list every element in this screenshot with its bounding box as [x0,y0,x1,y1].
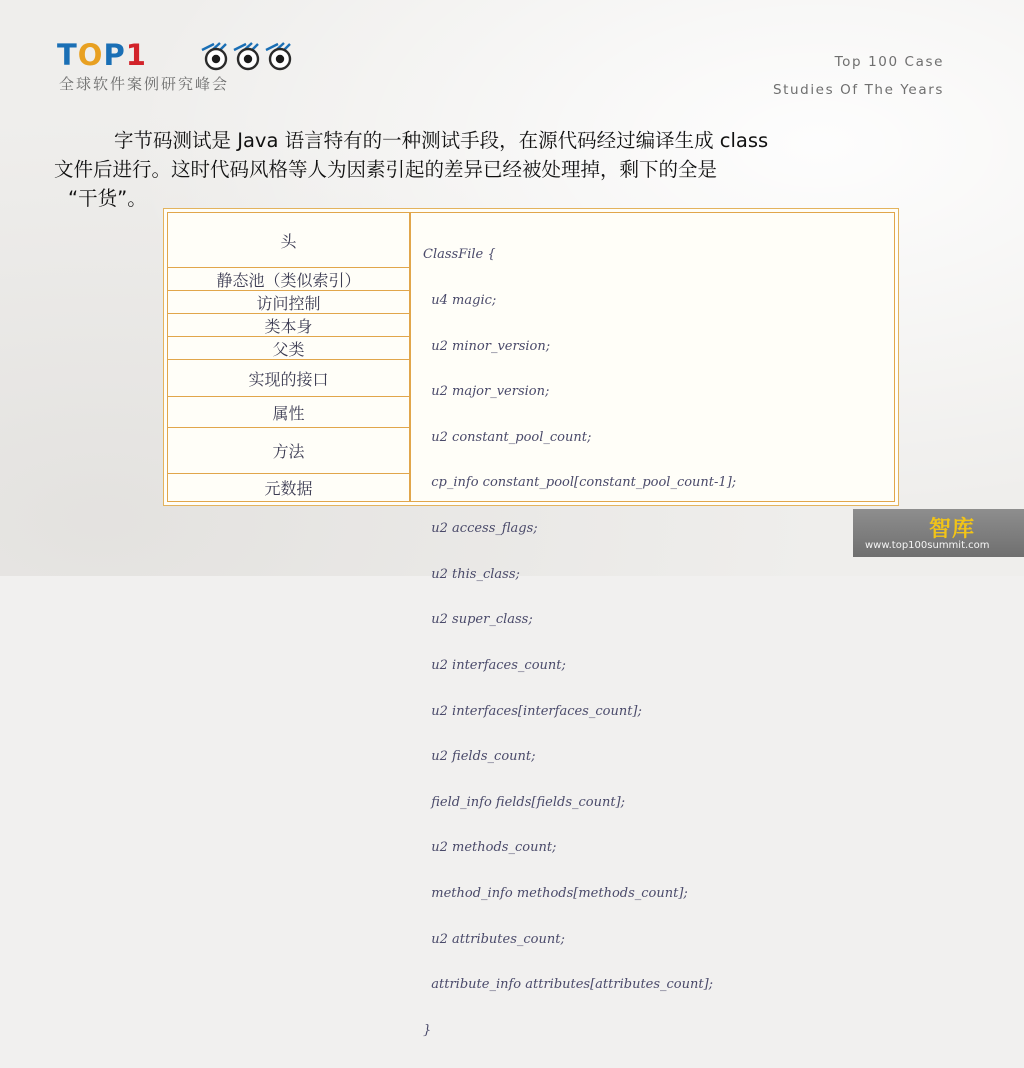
code-block [423,217,894,1068]
code-line: u2 attributes_count; [423,931,565,947]
code-line: u2 methods_count; [423,840,557,856]
code-line: u2 constant_pool_count; [423,429,592,445]
code-line: ClassFile { [423,247,496,263]
code-line: u2 interfaces_count; [423,657,566,673]
paragraph-line-2: 文件后进行。这时代码风格等人为因素引起的差异已经被处理掉，剩下的全是 [54,158,718,181]
code-line: attribute_info attributes[attributes_count]; [423,977,714,993]
code-line: u2 super_class; [423,612,533,628]
section-access-control: 访问控制 [167,290,410,314]
section-fields: 属性 [167,396,410,428]
body-paragraph [54,126,954,213]
code-line: } [423,1022,432,1038]
badge-title: 智库 [929,517,976,542]
code-line: field_info fields[fields_count]; [423,794,626,810]
logo-subtitle: 全球软件案例研究峰会 [59,75,230,93]
code-line: u2 minor_version; [423,338,551,354]
classfile-code-panel [410,212,895,1038]
section-metadata: 元数据 [167,473,410,502]
code-line: u4 magic; [423,293,497,309]
code-line: cp_info constant_pool[constant_pool_count-1]; [423,475,737,491]
code-line: u2 access_flags; [423,521,538,537]
paragraph-line-3: “干货”。 [68,187,147,210]
badge-url: www.top100summit.com [865,540,990,551]
section-super-class: 父类 [167,336,410,360]
logo-eyes-icon [200,40,295,72]
case-title-line1: Top 100 Case [834,54,944,70]
logo-wordmark: TOP1 [57,38,147,72]
case-title [773,48,944,104]
section-constant-pool: 静态池（类似索引） [167,267,410,291]
classfile-diagram [163,208,899,1038]
code-line: method_info methods[methods_count]; [423,885,688,901]
section-interfaces: 实现的接口 [167,359,410,397]
section-this-class: 类本身 [167,313,410,337]
case-title-line2: Studies Of The Years [772,82,944,98]
code-line: u2 fields_count; [423,749,536,765]
code-line: u2 this_class; [423,566,520,582]
section-header: 头 [167,212,410,268]
zhiku-badge [853,509,1024,557]
section-methods: 方法 [167,427,410,474]
top100-logo [57,40,297,96]
classfile-sections [167,212,410,502]
code-line: u2 major_version; [423,384,550,400]
code-line: u2 interfaces[interfaces_count]; [423,703,642,719]
paragraph-line-1: 字节码测试是 Java 语言特有的一种测试手段，在源代码经过编译生成 class [114,129,769,152]
